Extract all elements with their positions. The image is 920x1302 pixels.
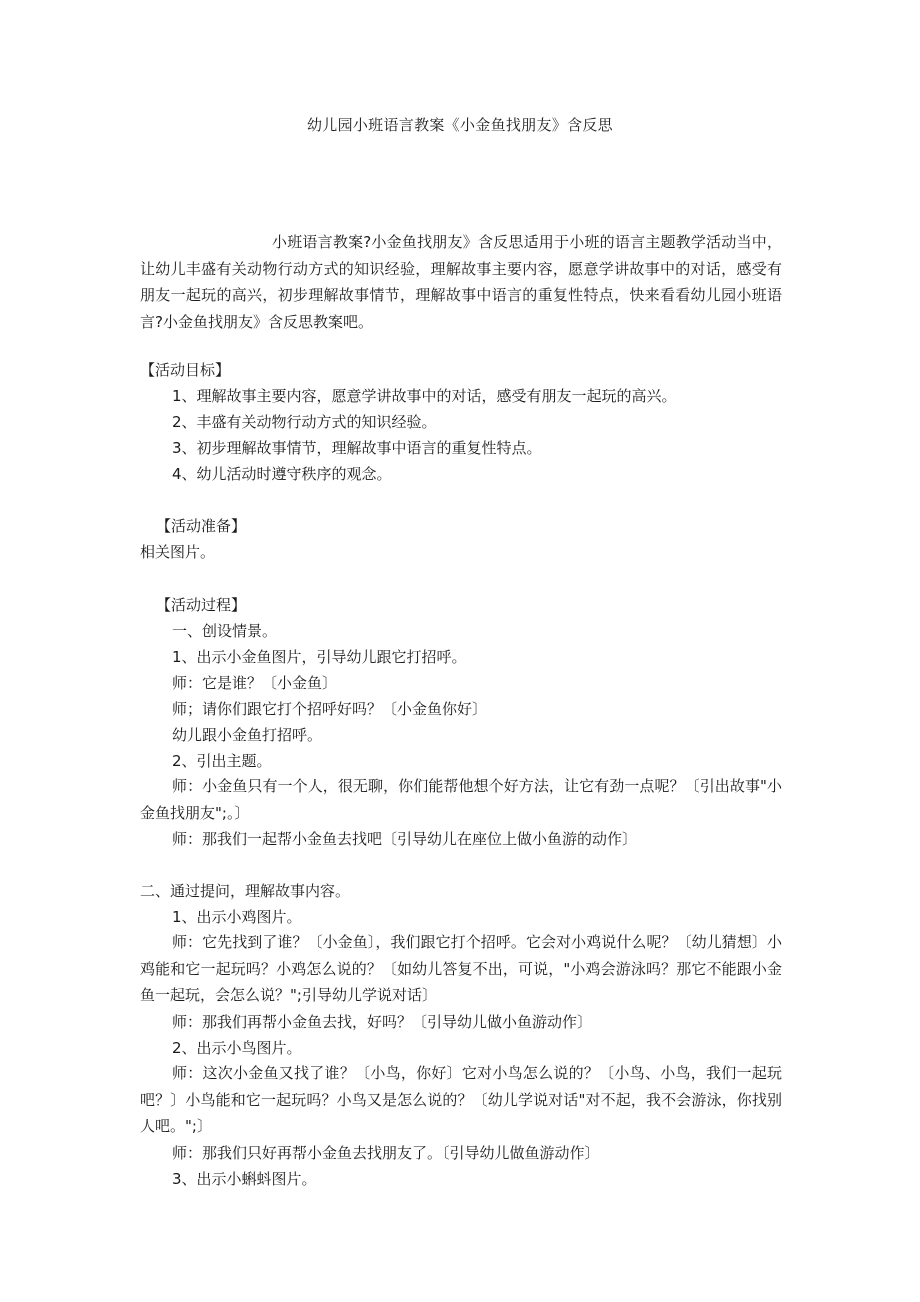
process-step: 师：那我们再帮小金鱼去找，好吗？〔引导幼儿做小鱼游动作〕: [172, 1013, 593, 1031]
prep-text: 相关图片。: [140, 543, 216, 561]
process-section-heading: 二、通过提问，理解故事内容。: [140, 882, 351, 900]
goal-item: 1、理解故事主要内容，愿意学讲故事中的对话，感受有朋友一起玩的高兴。: [172, 387, 677, 405]
process-step: 1、出示小鸡图片。: [172, 908, 302, 926]
process-step: 幼儿跟小金鱼打招呼。: [172, 726, 323, 744]
process-step: 2、引出主题。: [172, 752, 272, 770]
process-paragraph: 师：这次小金鱼又找了谁？〔小鸟，你好〕它对小鸟怎么说的？〔小鸟、小鸟，我们一起玩吧？〕小鸟能和它一起玩吗？小鸟又是怎么说的？〔幼儿学说对话"对不起，我不会游泳，你找别人吧。";〕: [140, 1064, 782, 1135]
process-step: 2、出示小鸟图片。: [172, 1039, 302, 1057]
process-paragraph: 师：它先找到了谁？〔小金鱼〕，我们跟它打个招呼。它会对小鸡说什么呢？〔幼儿猜想〕小鸡能和它一起玩吗？小鸡怎么说的？〔如幼儿答复不出，可说，"小鸡会游泳吗？那它不能跟小金鱼一起玩，会怎么说？";引导幼儿学说对话〕: [140, 933, 782, 1004]
process-paragraph: 师：小金鱼只有一个人，很无聊，你们能帮他想个好方法，让它有劲一点呢？〔引出故事"小金鱼找朋友";。〕: [140, 777, 782, 822]
goal-item: 2、丰盛有关动物行动方式的知识经验。: [172, 413, 437, 431]
process-step: 师：那我们一起帮小金鱼去找吧〔引导幼儿在座位上做小鱼游的动作〕: [172, 830, 638, 848]
process-step: 3、出示小蝌蚪图片。: [172, 1170, 317, 1188]
process-step: 师：它是谁？〔小金鱼〕: [172, 674, 338, 692]
process-step: 一、创设情景。: [172, 622, 278, 640]
intro-paragraph: 小班语言教案?小金鱼找朋友》含反思适用于小班的语言主题教学活动当中，让幼儿丰盛有关动物行动方式的知识经验，理解故事主要内容，愿意学讲故事中的对话，感受有朋友一起玩的高兴，初步理解故事情节，理解故事中语言的重复性特点，快来看看幼儿园小班语言?小金鱼找朋友》含反思教案吧。: [140, 233, 782, 331]
goal-item: 4、幼儿活动时遵守秩序的观念。: [172, 465, 392, 483]
page-title: 幼儿园小班语言教案《小金鱼找朋友》含反思: [306, 116, 613, 134]
goals-heading: 【活动目标】: [140, 361, 231, 379]
goal-item: 3、初步理解故事情节，理解故事中语言的重复性特点。: [172, 439, 542, 457]
process-step: 师；请你们跟它打个招呼好吗？〔小金鱼你好〕: [172, 700, 488, 718]
process-heading: 【活动过程】: [156, 596, 247, 614]
process-step: 1、出示小金鱼图片，引导幼儿跟它打招呼。: [172, 648, 467, 666]
prep-heading: 【活动准备】: [156, 517, 247, 535]
process-step: 师：那我们只好再帮小金鱼去找朋友了。〔引导幼儿做鱼游动作〕: [172, 1144, 600, 1162]
